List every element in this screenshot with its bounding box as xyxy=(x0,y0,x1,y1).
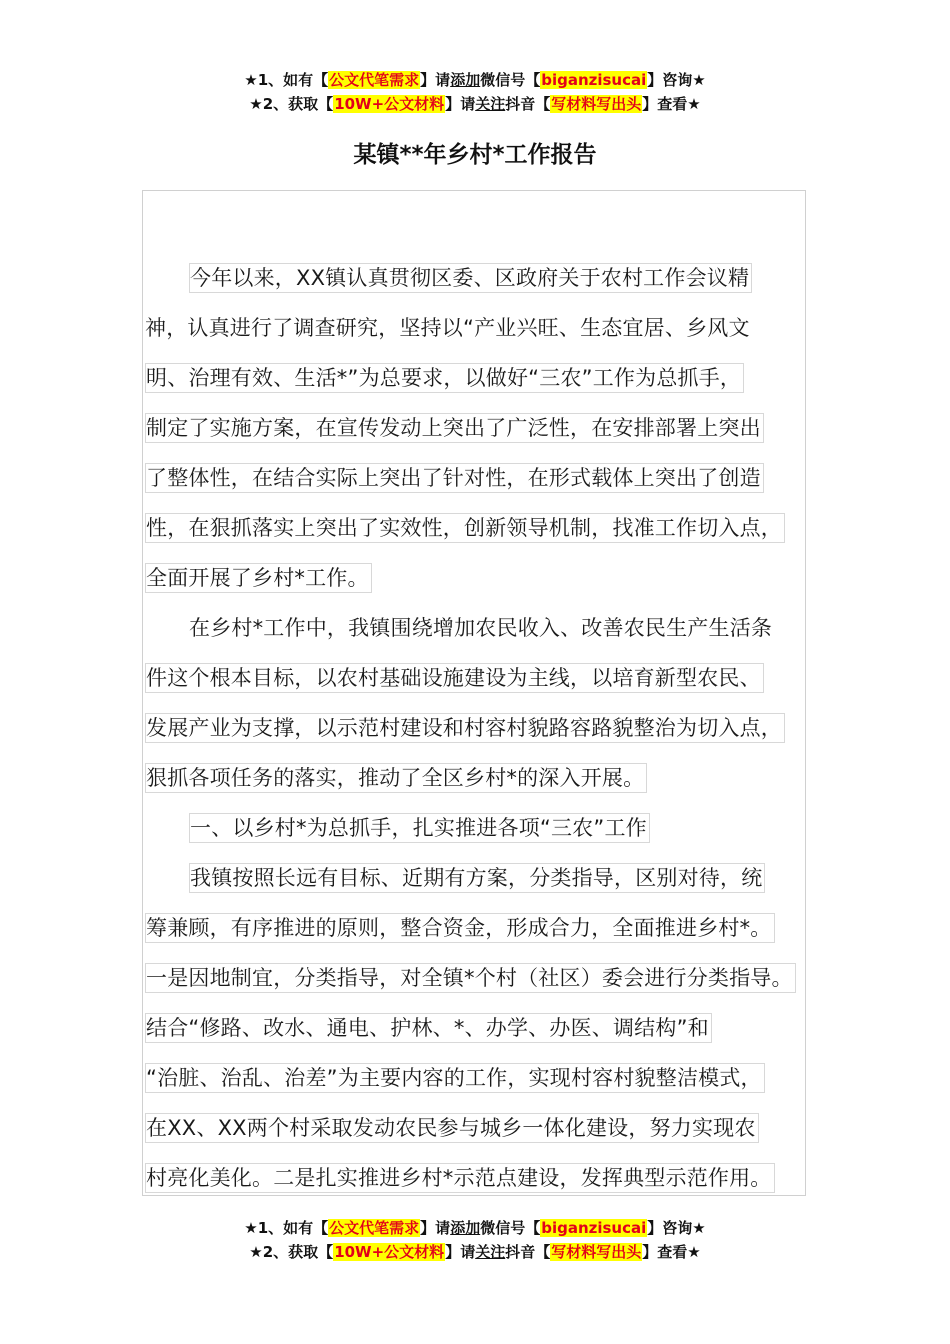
promo-highlight: 10W+公文材料 xyxy=(334,95,445,113)
promo-highlight: 公文代笔需求 xyxy=(329,1219,420,1237)
body-line: 制定了实施方案，在宣传发动上突出了广泛性，在安排部署上突出 xyxy=(145,403,845,453)
body-line: 狠抓各项任务的落实，推动了全区乡村*的深入开展。 xyxy=(145,753,845,803)
promo-douyin-id: 写材料写出头 xyxy=(551,95,642,113)
body-line: 全面开展了乡村*工作。 xyxy=(145,553,845,603)
promo-header xyxy=(0,68,950,116)
promo-text: 微信号【 xyxy=(480,1219,541,1237)
section-heading: 一、以乡村*为总抓手，扎实推进各项“三农”工作 xyxy=(145,803,845,853)
promo-text: 微信号【 xyxy=(480,71,541,89)
body-line: 结合“修路、改水、通电、护林、*、办学、办医、调结构”和 xyxy=(145,1003,845,1053)
promo-text: ★2、获取【 xyxy=(249,95,334,113)
promo-highlight: 10W+公文材料 xyxy=(334,1243,445,1261)
promo-text: ★2、获取【 xyxy=(249,1243,334,1261)
promo-douyin-id: 写材料写出头 xyxy=(551,1243,642,1261)
promo-text: 】查看★ xyxy=(642,95,701,113)
body-line: 性，在狠抓落实上突出了实效性，创新领导机制，找准工作切入点， xyxy=(145,503,845,553)
promo-text: 】请 xyxy=(445,95,476,113)
body-line: 神，认真进行了调查研究，坚持以“产业兴旺、生态宜居、乡风文 xyxy=(145,316,750,340)
promo-text: 】咨询★ xyxy=(647,1219,706,1237)
promo-underline: 添加 xyxy=(450,1219,481,1237)
document-body xyxy=(145,253,845,1203)
promo-text: 】查看★ xyxy=(642,1243,701,1261)
promo-line-1 xyxy=(0,1216,950,1240)
body-line: 明、治理有效、生活*”为总要求，以做好“三农”工作为总抓手， xyxy=(145,353,845,403)
promo-text: 】咨询★ xyxy=(647,71,706,89)
body-line: 今年以来，XX镇认真贯彻区委、区政府关于农村工作会议精 xyxy=(145,253,845,303)
body-line: 件这个根本目标，以农村基础设施建设为主线，以培育新型农民、 xyxy=(145,653,845,703)
promo-text: 抖音【 xyxy=(505,1243,551,1261)
promo-underline: 添加 xyxy=(450,71,481,89)
body-line: 在乡村*工作中，我镇围绕增加农民收入、改善农民生产生活条 xyxy=(189,616,773,640)
body-line: 村亮化美化。二是扎实推进乡村*示范点建设，发挥典型示范作用。 xyxy=(145,1153,845,1203)
promo-text: 】请 xyxy=(420,1219,451,1237)
promo-line-2 xyxy=(0,92,950,116)
promo-text: 】请 xyxy=(445,1243,476,1261)
promo-underline: 关注 xyxy=(475,95,506,113)
document-title: 某镇**年乡村*工作报告 xyxy=(353,142,597,168)
promo-footer xyxy=(0,1216,950,1264)
promo-highlight: 公文代笔需求 xyxy=(329,71,420,89)
body-line: 了整体性，在结合实际上突出了针对性，在形式载体上突出了创造 xyxy=(145,453,845,503)
promo-text: ★1、如有【 xyxy=(244,71,329,89)
promo-line-1 xyxy=(0,68,950,92)
body-line: 在XX、XX两个村采取发动农民参与城乡一体化建设，努力实现农 xyxy=(145,1103,845,1153)
promo-underline: 关注 xyxy=(475,1243,506,1261)
promo-wechat-id: biganzisucai xyxy=(541,1219,647,1237)
promo-wechat-id: biganzisucai xyxy=(541,71,647,89)
body-line: 我镇按照长远有目标、近期有方案，分类指导，区别对待，统 xyxy=(145,853,845,903)
body-line: 一是因地制宜，分类指导，对全镇*个村（社区）委会进行分类指导。 xyxy=(145,953,845,1003)
promo-text: ★1、如有【 xyxy=(244,1219,329,1237)
promo-text: 抖音【 xyxy=(505,95,551,113)
promo-text: 】请 xyxy=(420,71,451,89)
promo-line-2 xyxy=(0,1240,950,1264)
body-line: 筹兼顾，有序推进的原则，整合资金，形成合力，全面推进乡村*。 xyxy=(145,903,845,953)
body-line: 发展产业为支撑，以示范村建设和村容村貌路容路貌整治为切入点， xyxy=(145,703,845,753)
body-line: “治脏、治乱、治差”为主要内容的工作，实现村容村貌整洁模式， xyxy=(145,1053,845,1103)
